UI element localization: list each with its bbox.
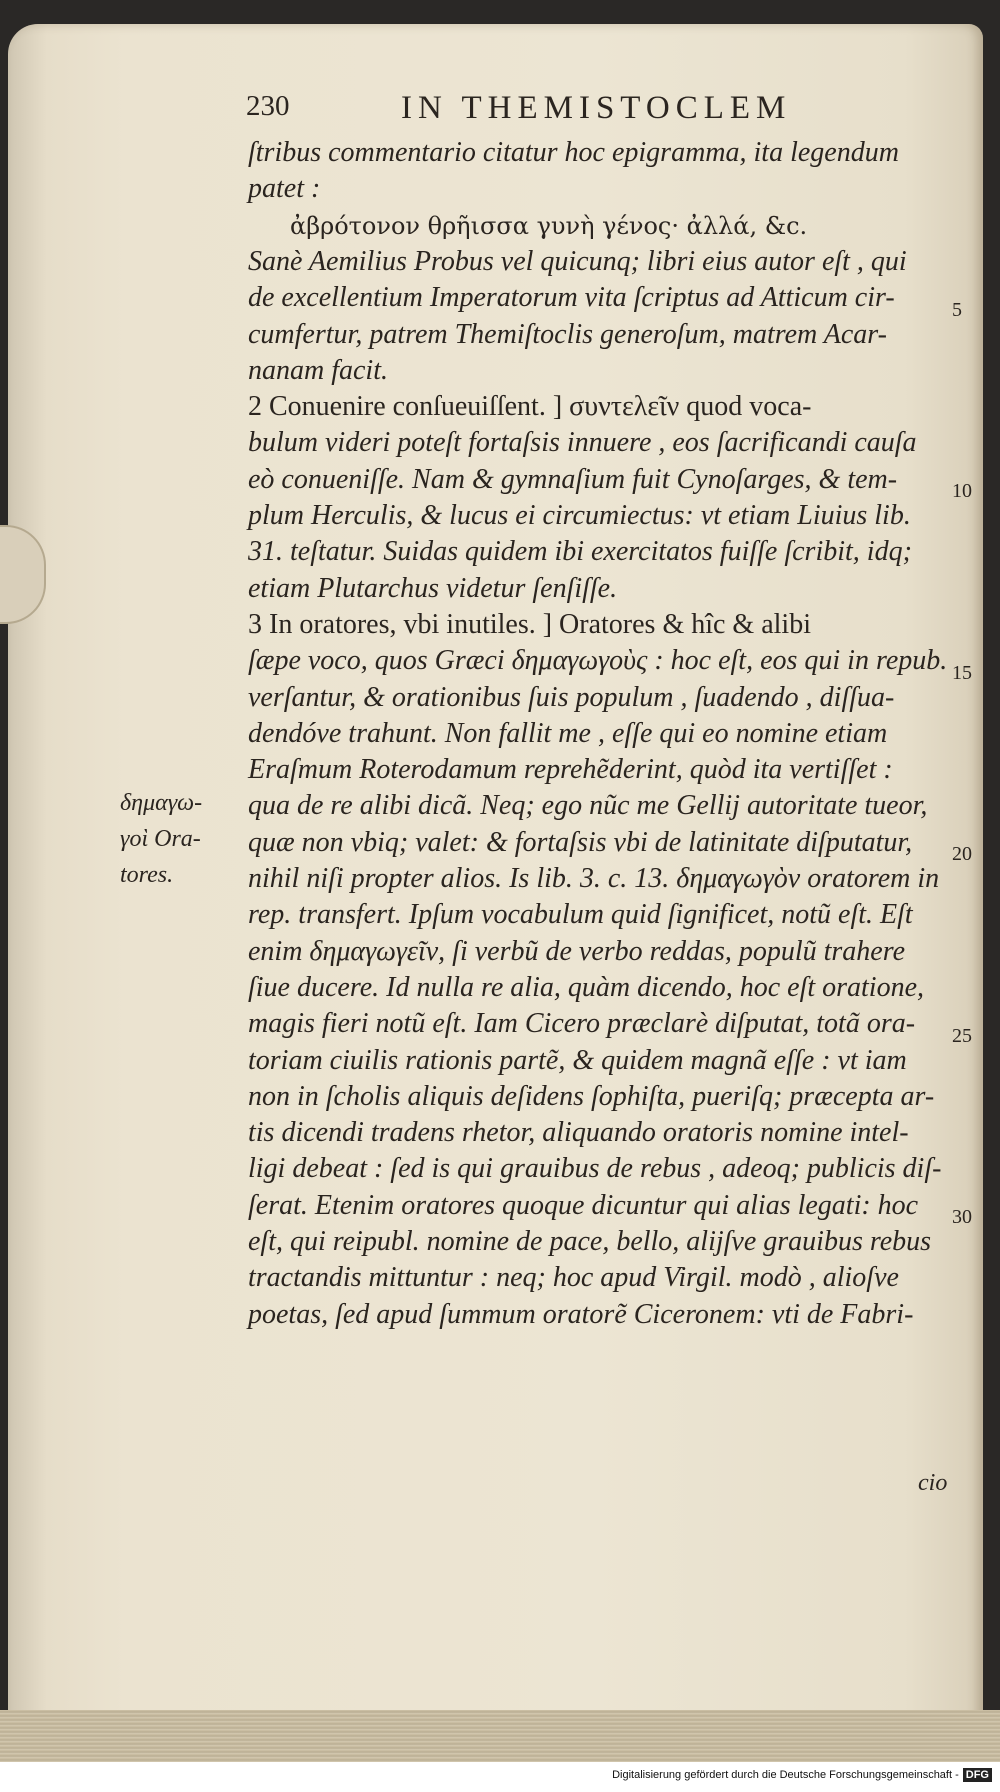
text-line: de excellentium Imperatorum vita ſcriptus ad Atticum cir- (248, 282, 895, 314)
text-line: 31. teſtatur. Suidas quidem ibi exercitatos fuiſſe ſcribit, idq; (248, 536, 912, 568)
text-line: etiam Plutarchus videtur ſenſiſſe. (248, 572, 618, 604)
line-number: 25 (952, 1024, 972, 1047)
text-line: verſantur, & orationibus ſuis populum , ſuadendo , diſſua- (248, 681, 895, 713)
text-line: eò conueniſſe. Nam & gymnaſium fuit Cynoſarges, & tem- (248, 463, 898, 495)
text-line: cumfertur, patrem Themiſtoclis generoſum, matrem Acar- (248, 318, 887, 350)
text-line: tractandis mittuntur : neq; hoc apud Virgil. modò , alioſve (248, 1262, 899, 1294)
text-line: enim δημαγωγεῖν, ſi verbũ de verbo reddas, populũ trahere (248, 935, 906, 967)
text-line: magis fieri notũ eſt. Iam Cicero præclarè diſputat, totã ora- (248, 1008, 916, 1040)
running-title: IN THEMISTOCLEM (401, 90, 792, 126)
page-fore-edge (0, 1710, 1000, 1762)
text-line: ſtribus commentario citatur hoc epigramma, ita legendum (248, 137, 899, 168)
text-line: nanam facit. (248, 354, 388, 386)
text-line: ſiue ducere. Id nulla re alia, quàm dicendo, hoc eſt oratione, (248, 971, 925, 1003)
text-line: ligi debeat : ſed is qui grauibus de rebus , adeoq; publicis diſ- (248, 1153, 942, 1185)
text-line: tis dicendi tradens rhetor, aliquando oratoris nomine intel- (248, 1117, 909, 1149)
text-line: ſerat. Etenim oratores quoque dicuntur qui alias legati: hoc (248, 1189, 919, 1221)
text-line: patet : (248, 173, 321, 205)
marginal-note-line-1: δημαγω- (120, 790, 203, 816)
text-line: 3 In oratores, vbi inutiles. ] Oratores & hîc & alibi (248, 608, 811, 640)
text-line: quæ non vbiq; valet: & fortaſsis vbi de latinitate diſputatur, (248, 826, 913, 858)
dfg-logo: DFG (963, 1768, 992, 1782)
text-line: nihil niſi propter alios. Is lib. 3. c. 13. δημαγωγὸν oratorem in (248, 863, 940, 894)
text-line: bulum videri poteſt fortaſsis innuere , eos ſacrificandi cauſa (248, 427, 917, 459)
text-line: Sanè Aemilius Probus vel quicunq; libri eius autor eſt , qui (248, 245, 907, 277)
line-number: 15 (952, 661, 972, 684)
text-line: rep. transfert. Ipſum vocabulum quid ſignificet, notũ eſt. Eſt (248, 899, 913, 931)
marginal-note-line-2: γοὶ Ora- (120, 826, 201, 852)
marginal-note-line-3: tores. (120, 862, 174, 888)
text-line: 2 Conuenire conſueuiſſent. ] συντελεῖν quod voca- (248, 391, 812, 423)
line-number: 10 (952, 480, 972, 502)
text-line: dendóve trahunt. Non fallit me , eſſe qui eo nomine etiam (248, 717, 888, 749)
footer (612, 1768, 992, 1782)
text-line: ſæpe voco, quos Græci δημαγωγοὺς : hoc eſt, eos qui in repub. (248, 645, 948, 677)
catchword: cio (918, 1470, 948, 1496)
line-number: 30 (952, 1206, 972, 1228)
text-line: qua de re alibi dicã. Neq; ego nũc me Gellij autoritate tueor, (248, 790, 928, 822)
text-line: poetas, ſed apud ſummum oratorẽ Ciceronem: vti de Fabri- (248, 1298, 914, 1330)
text-line: toriam ciuilis rationis partẽ, & quidem magnã eſſe : vt iam (248, 1044, 907, 1076)
text-line: plum Herculis, & lucus ei circumiectus: vt etiam Liuius lib. (248, 500, 911, 531)
text-line: Eraſmum Roterodamum reprehẽderint, quòd ita vertiſſet : (248, 754, 893, 786)
text-line: eſt, qui reipubl. nomine de pace, bello, alijſve grauibus rebus (248, 1226, 932, 1257)
footer-text: Digitalisierung gefördert durch die Deutsche Forschungsgemeinschaft - (612, 1769, 959, 1781)
text-line: ἀβρότονον θρῆισσα γυνὴ γένος· ἀλλά, &c. (290, 211, 808, 240)
line-number: 5 (952, 298, 962, 321)
line-number: 20 (952, 843, 972, 865)
text-line: non in ſcholis aliquis deſidens ſophiſta, pueriſq; præcepta ar- (248, 1080, 935, 1112)
page-number: 230 (246, 90, 290, 122)
